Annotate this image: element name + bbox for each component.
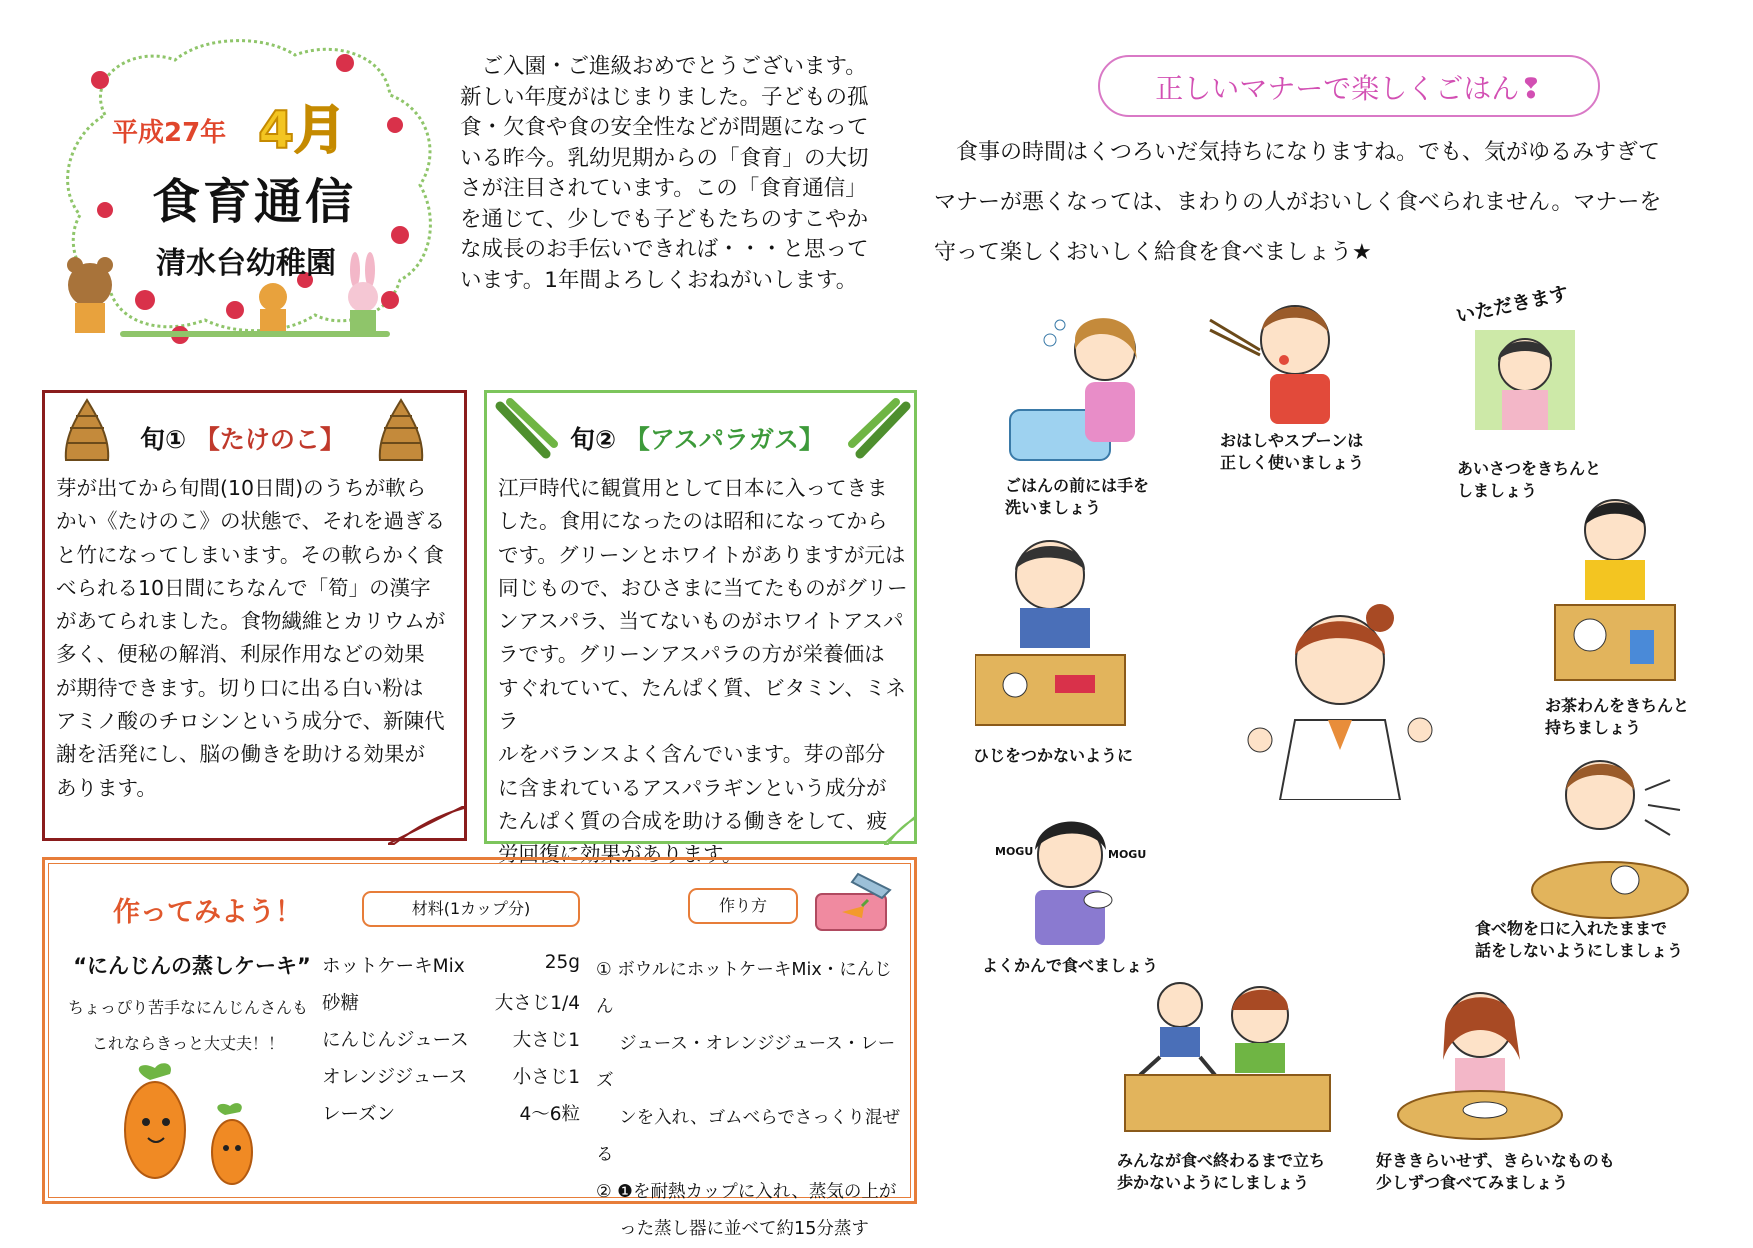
caption-line: よくかんで食べましょう [982, 956, 1159, 975]
intro-line: います。1年間よろしくおねがいします。 [460, 267, 858, 293]
caption-line: ごはんの前には手を [1005, 476, 1150, 495]
ingredient-name: オレンジジュース [322, 1067, 468, 1088]
recipe-steps [596, 952, 906, 1248]
cutting-board-icon [812, 870, 894, 936]
manners-line: 食事の時間はくつろいだ気持ちになりますね。でも、気がゆるみすぎて [934, 140, 1661, 165]
caption-line: 持ちましょう [1545, 718, 1642, 737]
recipe-step-line: ① ボウルにホットケーキMix・にんじん [596, 960, 892, 1017]
intro-line: ご入園・ご進級おめでとうございます。 [460, 54, 867, 79]
ingredients-tag: 材料(1カップ分) [362, 891, 580, 927]
intro-line: いる昨今。乳幼児期からの「食育」の大切 [460, 145, 869, 171]
bowl-holding-child-illustration [1550, 490, 1680, 690]
ingredient-name: にんじんジュース [322, 1030, 469, 1051]
recipe-step-line: ② ❶を耐熱カップに入れ、蒸気の上が [596, 1182, 897, 1202]
method-tag: 作り方 [688, 888, 798, 924]
caption-line: お茶わんをきちんと [1545, 696, 1690, 715]
caption-line: みんなが食べ終わるまで立ち [1117, 1151, 1326, 1170]
caption-picky [1376, 1150, 1615, 1194]
asparagus-icon [494, 398, 558, 462]
manners-intro [934, 128, 1694, 278]
chopsticks-child-illustration [1200, 290, 1360, 430]
ingredient-row [322, 952, 580, 989]
ingredient-row [322, 1026, 580, 1063]
elbow-child-illustration [975, 530, 1130, 730]
ingredient-qty: 25g [544, 952, 580, 973]
recipe-name: “にんじんの蒸しケーキ” [73, 954, 311, 978]
ingredient-row [322, 1100, 580, 1137]
caption-stand [1117, 1150, 1325, 1194]
season1-line: があてられました。食物繊維とカリウムが [56, 609, 446, 634]
grass [120, 331, 390, 337]
handwashing-child-illustration [1005, 300, 1165, 470]
season1-line: 謝を活発にし、脳の働きを助ける効果が [56, 742, 425, 767]
caption-line: しましょう [1457, 481, 1538, 500]
season2-line: に含まれているアスパラギンという成分が [498, 775, 887, 800]
caption-line: 食べ物を口に入れたままで [1475, 919, 1668, 938]
intro-line: な成長のお手伝いできれば・・・と思って [460, 237, 869, 262]
season1-title [140, 420, 345, 456]
asparagus-icon [848, 398, 912, 462]
intro-line: 食・欠食や食の安全性などが問題になって [460, 115, 869, 140]
manners-line: マナーが悪くなっては、まわりの人がおいしく食べられません。マナーを [934, 190, 1662, 215]
intro-line: を通じて、少しでも子どもたちのすこやか [460, 206, 869, 232]
ingredient-name: レーズン [322, 1104, 396, 1125]
caption-line: おはしやスプーンは [1220, 431, 1364, 450]
season2-line: 江戸時代に観賞用として日本に入ってきま [498, 476, 888, 500]
caption-line: 好ききらいせず、きらいなものも [1376, 1151, 1615, 1170]
caption-line: あいさつをきちんと [1457, 459, 1602, 478]
itadakimasu-text: いただきます [1454, 282, 1571, 328]
standing-children-illustration [1120, 975, 1335, 1135]
caption-chew [982, 955, 1158, 977]
picky-child-illustration [1395, 980, 1565, 1140]
season2-line: ンアスパラ、当てないものがホワイトアスパ [498, 609, 904, 634]
season1-name: 【たけのこ】 [194, 425, 345, 454]
caption-line: 話をしないようにしましょう [1475, 941, 1684, 960]
season2-line: たんぱく質の合成を助ける働きをして、疲 [498, 808, 888, 833]
season1-line: アミノ酸のチロシンという成分で、新陳代 [56, 709, 445, 734]
ingredient-qty: 4～6粒 [519, 1104, 580, 1125]
bear-illustration [67, 257, 113, 333]
page-curl-corner [388, 806, 468, 846]
mogu-text: MOGU [995, 845, 1034, 858]
bamboo-shoot-icon [372, 398, 430, 464]
season2-line: 労回復に効果があります。 [498, 842, 743, 867]
bamboo-shoot-icon [58, 398, 116, 464]
talking-child-illustration [1530, 740, 1690, 920]
intro-line: 新しい年度がはじまりました。子どもの孤 [460, 84, 869, 110]
season1-line: が期待できます。切り口に出る白い粉は [56, 675, 424, 700]
recipe-heading: 作ってみよう！ [113, 897, 302, 928]
ingredient-row [322, 989, 580, 1026]
season2-line: ルをバランスよく含んでいます。芽の部分 [498, 742, 886, 767]
caption-line: 少しずつ食べてみましょう [1376, 1173, 1569, 1192]
season2-line: です。グリーンとホワイトがありますが元は [498, 542, 906, 567]
recipe-step-line: った蒸し器に並べて約15分蒸す [596, 1219, 869, 1239]
school-name: 清水台幼稚園 [156, 246, 336, 281]
caption-line: 歩かないようにしましょう [1117, 1173, 1310, 1192]
season2-body [498, 472, 913, 872]
recipe-step-line: ンを入れ、ゴムべらでさっくり混ぜる [596, 1108, 900, 1165]
greeting-child-illustration [1470, 320, 1580, 440]
season1-line: と竹になってしまいます。その軟らかく食 [56, 542, 444, 567]
season1-line: 芽が出てから旬間(10日間)のうちが軟ら [56, 476, 427, 500]
ingredient-name: 砂糖 [322, 993, 360, 1014]
season2-prefix: 旬② [570, 425, 617, 454]
caption-elbow [973, 745, 1133, 767]
carrot-characters-illustration [110, 1060, 270, 1190]
header-year: 平成27年 [112, 118, 227, 148]
season2-line: した。食用になったのは昭和になってから [498, 509, 888, 534]
caption-chopsticks [1220, 430, 1364, 474]
caption-line: 正しく使いましょう [1220, 453, 1365, 472]
season1-line: べられる10日間にちなんで「筍」の漢字 [56, 575, 431, 600]
newsletter-title: 食育通信 [152, 174, 357, 230]
chewing-child-illustration [1010, 800, 1130, 950]
season1-body [56, 472, 461, 805]
caption-talk [1475, 918, 1683, 962]
recipe-step-line: ジュース・オレンジジュース・レーズ [596, 1034, 896, 1091]
season2-name: 【アスパラガス】 [624, 425, 824, 454]
ingredient-row [322, 1063, 580, 1100]
teacher-illustration [1240, 600, 1440, 800]
ingredient-qty: 大さじ1 [512, 1030, 580, 1051]
ingredient-name: ホットケーキMix [322, 956, 465, 977]
season1-line: 多く、便秘の解消、利尿作用などの効果 [56, 642, 425, 667]
manners-title: 正しいマナーで楽しくごはん❢ [1155, 72, 1543, 105]
season2-line: 同じもので、おひさまに当てたものがグリー [498, 575, 908, 600]
recipe-subtitle-line: ちょっぴり苦手なにんじんさんも [67, 998, 308, 1017]
ingredient-qty: 大さじ1/4 [494, 993, 580, 1014]
season2-line: ラです。グリーンアスパラの方が栄養価は [498, 642, 885, 667]
caption-wash [1005, 475, 1149, 519]
header-month: 4月 [258, 101, 347, 161]
season1-prefix: 旬① [140, 425, 187, 454]
caption-bowl [1545, 695, 1689, 739]
intro-line: さが注目されています。この「食育通信」 [460, 176, 867, 201]
ingredients-list [322, 952, 580, 1137]
ingredient-qty: 小さじ1 [512, 1067, 580, 1088]
manners-line: 守って楽しくおいしく給食を食べましょう★ [934, 240, 1372, 265]
intro-message [460, 52, 900, 296]
recipe-subtitle-line: これならきっと大丈夫！！ [91, 1034, 284, 1053]
season1-line: かい《たけのこ》の状態で、それを過ぎる [56, 509, 446, 534]
season2-line: すぐれていて、たんぱく質、ビタミン、ミネラ [498, 675, 906, 734]
caption-line: 洗いましょう [1005, 498, 1102, 517]
recipe-subtitle [58, 990, 318, 1062]
mogu-text: MOGU [1108, 848, 1147, 861]
season1-line: あります。 [56, 775, 157, 800]
caption-line: ひじをつかないように [973, 746, 1134, 765]
season2-title [570, 420, 824, 456]
